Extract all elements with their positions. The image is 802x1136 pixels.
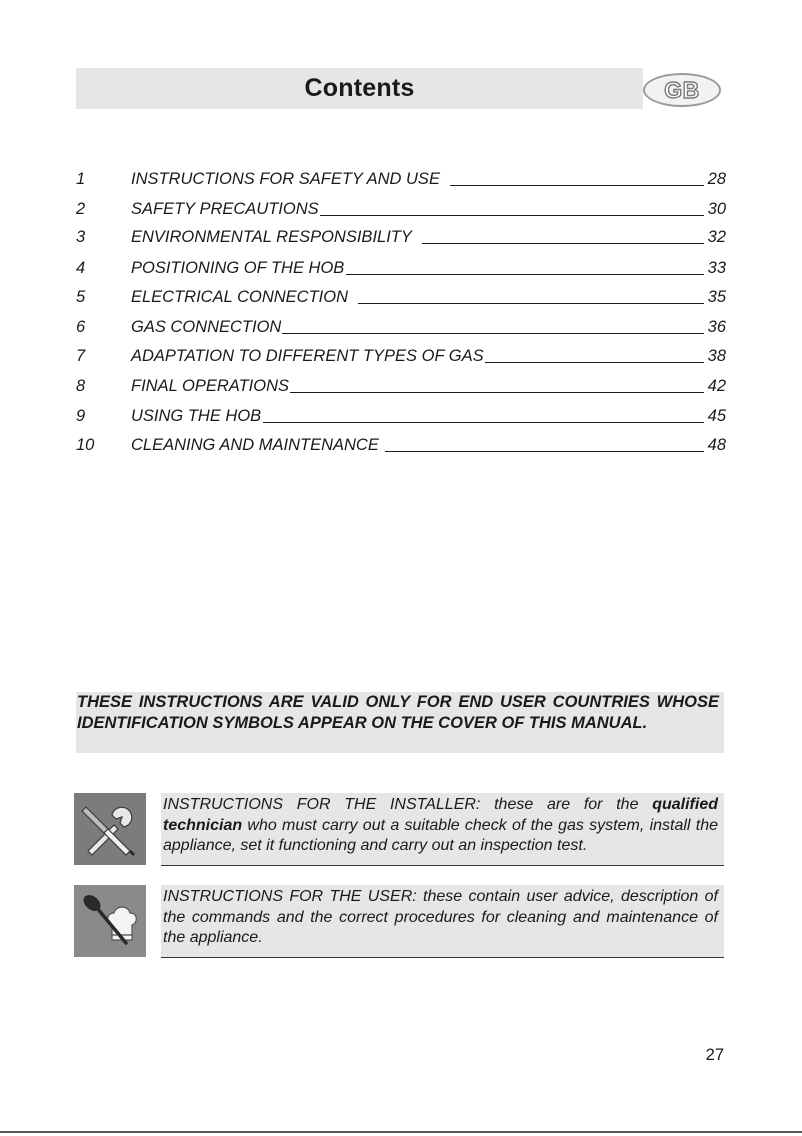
toc-label: SAFETY PRECAUTIONS [131, 200, 319, 218]
toc-page: 48 [707, 436, 726, 454]
toc-leader-line [263, 421, 703, 423]
toc-entry[interactable] [76, 404, 726, 426]
toc-page: 38 [707, 347, 726, 365]
toc-page: 36 [707, 318, 726, 336]
toc-entry[interactable] [76, 374, 726, 396]
toc-number: 2 [76, 200, 86, 218]
toc-leader-line [282, 332, 703, 334]
validity-notice [76, 692, 724, 753]
toc-entry[interactable] [76, 285, 726, 307]
toc-label: CLEANING AND MAINTENANCE [131, 436, 379, 454]
installer-text-intro: INSTRUCTIONS FOR THE INSTALLER: these are for the [163, 796, 653, 813]
toc-leader-line [422, 242, 704, 244]
toc-label: ENVIRONMENTAL RESPONSIBILITY [131, 228, 412, 246]
toc-label: ADAPTATION TO DIFFERENT TYPES OF GAS [131, 347, 484, 365]
toc-number: 9 [76, 407, 86, 425]
spoon-chef-hat-icon [74, 885, 146, 957]
toc-number: 10 [76, 436, 95, 454]
installer-text-bold: qualified technician [163, 796, 718, 834]
toc-entry[interactable] [76, 167, 726, 189]
toc-page: 32 [707, 228, 726, 246]
toc-leader-line [290, 391, 704, 393]
toc-page: 30 [707, 200, 726, 218]
toc-number: 4 [76, 259, 86, 277]
toc-number: 7 [76, 347, 86, 365]
toc-entry[interactable] [76, 344, 726, 366]
badge-label: GB [664, 76, 700, 103]
contents-header [76, 68, 643, 109]
installer-text [161, 793, 724, 865]
page-number: 27 [705, 1046, 724, 1064]
notice-text: THESE INSTRUCTIONS ARE VALID ONLY FOR END USER COUNTRIES WHOSE IDENTIFICATION SYMBOLS APPEAR ON THE COVER OF THIS MANUAL. [77, 693, 719, 732]
toc-entry[interactable] [76, 315, 726, 337]
toc-page: 33 [707, 259, 726, 277]
toc-label: GAS CONNECTION [131, 318, 282, 336]
page-title: Contents [304, 74, 415, 102]
toc-entry[interactable] [76, 256, 726, 278]
toc-label: ELECTRICAL CONNECTION [131, 288, 348, 306]
toc-number: 6 [76, 318, 86, 336]
bottom-divider [0, 1131, 802, 1133]
gb-language-badge [643, 73, 721, 107]
toc-number: 5 [76, 288, 86, 306]
toc-label: POSITIONING OF THE HOB [131, 259, 345, 277]
toc-page: 35 [707, 288, 726, 306]
toc-leader-line [385, 450, 704, 452]
toc-leader-line [346, 273, 703, 275]
wrench-screwdriver-icon [74, 793, 146, 865]
toc-page: 28 [707, 170, 726, 188]
installer-text-rest: who must carry out a suitable check of the gas system, install the appliance, set it functioning and carry out an inspection test. [163, 816, 718, 854]
toc-leader-line [358, 302, 704, 304]
toc-page: 42 [707, 377, 726, 395]
toc-leader-line [485, 361, 704, 363]
toc-label: FINAL OPERATIONS [131, 377, 290, 395]
toc-number: 1 [76, 170, 86, 188]
toc-entry[interactable] [76, 433, 726, 455]
user-text-box [161, 885, 724, 958]
user-text: INSTRUCTIONS FOR THE USER: these contain user advice, description of the commands and the correct procedures for cleaning and maintenance of the appliance. [163, 888, 718, 946]
toc-entry[interactable] [76, 197, 726, 219]
toc-number: 3 [76, 228, 86, 246]
installer-text-box [161, 793, 724, 866]
toc-entry[interactable] [76, 225, 726, 247]
toc-number: 8 [76, 377, 86, 395]
toc-leader-line [320, 214, 704, 216]
toc-page: 45 [707, 407, 726, 425]
toc-label: INSTRUCTIONS FOR SAFETY AND USE [131, 170, 440, 188]
toc-leader-line [450, 184, 704, 186]
toc-label: USING THE HOB [131, 407, 262, 425]
